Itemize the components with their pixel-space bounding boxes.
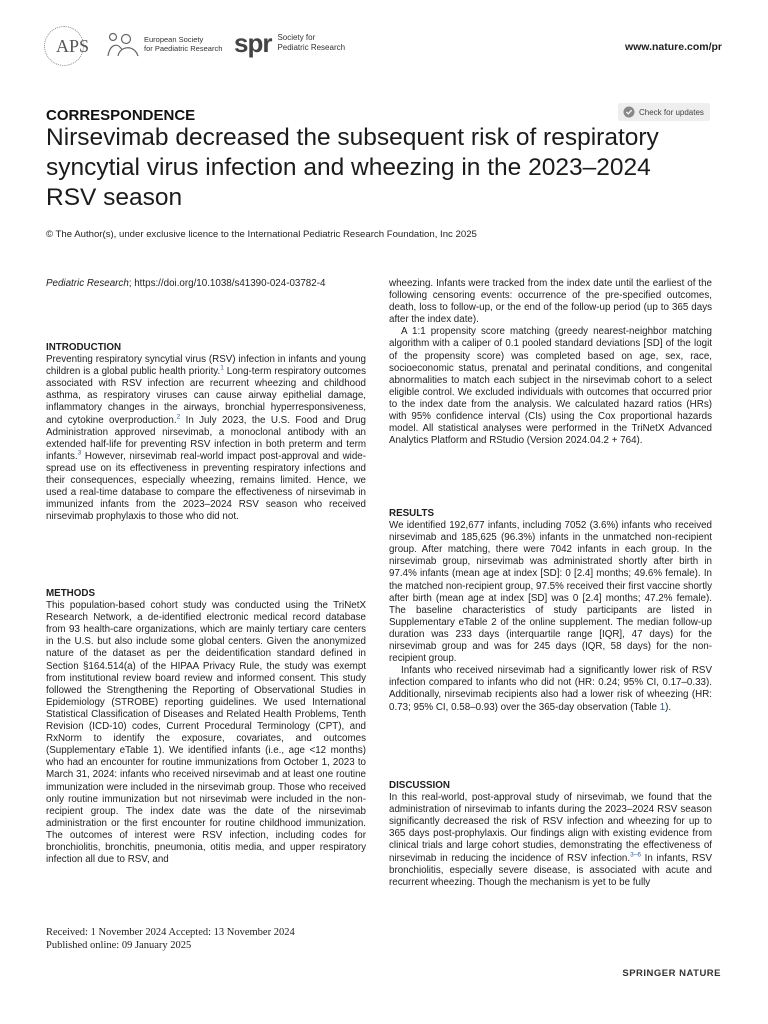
ref-3[interactable]: 3 bbox=[77, 449, 82, 457]
article-dates bbox=[46, 926, 295, 952]
discussion-heading: DISCUSSION bbox=[389, 780, 450, 791]
methods-paragraph: This population-based cohort study was conducted using the TriNetX Research Network, a de-identified electronic medical record database from 93 health-care organizations, which are mainly tertiary care centers in the U.S. but also include some global centers. Given the anonymized nature of the dataset as per the deidentification standard defined in Section §164.514(a) of the HIPAA Privacy Rule, the study was exempt from institutional review board review and informed consent. This study followed the Strengthening the Reporting of Observational Studies in Epidemiology (STROBE) reporting guidelines. We used International Statistical Classification of Diseases and Related Health Problems, Tenth Revision (ICD-10) codes, Current Procedural Terminology (CPT), and RxNorm to identify the exposure, covariates, and outcomes (Supplementary eTable 1). We identified infants (i.e., age <12 months) who had an encounter for routine immunizations from October 1, 2023 to March 31, 2024: infants who received nirsevimab and at least one routine immunization were included in the nirsevimab group. Those who received only routine immunization but not nirsevimab were included in the non-recipient group. The index date was the date of the nirsevimab administration or the first encounter for routine childhood immunization. The outcomes of interest were RSV infection, including codes for bronchiolitis, bronchitis, pneumonia, otitis media, and upper respiratory infection all due to RSV, and bbox=[46, 600, 366, 866]
ref-1[interactable]: 1 bbox=[220, 364, 224, 372]
citation-doi[interactable]: ; https://doi.org/10.1038/s41390-024-03782-4 bbox=[128, 278, 326, 289]
spr-logo-text bbox=[277, 33, 345, 53]
methods-continued-paragraph: wheezing. Infants were tracked from the index date until the earliest of the following censoring events: occurrence of the pre-specified outcomes, death, loss to follow-up, or the end of the follow-up period (up to 365 days after the index date). bbox=[389, 278, 712, 326]
spr-logo-mark: spr bbox=[234, 28, 272, 58]
aps-logo-text: APS bbox=[56, 36, 90, 56]
article-title: Nirsevimab decreased the subsequent risk of respiratory syncytial virus infection and wheezing in the 2023–2024 RSV season bbox=[46, 124, 659, 211]
intro-paragraph: Preventing respiratory syncytial virus (RSV) infection in infants and young children is a global public health priority.$^1$ Long-term respiratory outcomes associated with RSV infection are recurrent wheezing and childhood asthma, as respiratory viruses can cause airway epithelial damage, inflammatory changes in the airways, bronchial hyperresponsiveness, and cytokine overproduction.$^2$ In July 2023, the U.S. Food and Drug Administration approved nirsevimab, a monoclonal antibody with an extended half-life for preventing RSV infection in both preterm and term infants.$^3$ However, nirsevimab real-world impact post-approval and wide-spread use on its effectiveness in preventing respiratory infections and their consequences, especially wheezing, remains limited. Hence, we used a real-time database to compare the effectiveness of nirsevimab in immunized infants from the 2023–2024 RSV season who received nirsevimab prophylaxis to those who did not. bbox=[46, 354, 366, 523]
methods-matching-paragraph: A 1:1 propensity score matching (greedy nearest-neighbor matching algorithm with a caliper of 0.1 pooled standard deviations [SD] of the logit of the propensity score) was completed based on age, sex, race, socioeconomic status, prenatal and perinatal conditions, and congenital abnormalities to match each subject in the nirsevimab cohort to a select eligible control. We excluded individuals with outcomes that occurred prior to the index date from the analysis. We calculated hazard ratios (HRs) with 95% confidence interval (CIs) using the Cox proportional hazards model. All statistical analyses were performed in the TriNetX Advanced Analytics Platform and RStudio (Version 2024.04.2 + 764). bbox=[389, 326, 712, 447]
results-paragraph-2: Infants who received nirsevimab had a significantly lower risk of RSV infection compared to infants who did not (HR: 0.24; 95% CI, 0.17–0.33). Additionally, nirsevimab recipients also had a lower risk of wheezing (HR: 0.73; 95% CI, 0.58–0.93) over the 365-day observation (Table 1). bbox=[389, 665, 712, 713]
results-heading: RESULTS bbox=[389, 508, 434, 519]
espr-logo-text bbox=[144, 35, 222, 53]
column-right-discussion bbox=[389, 780, 712, 889]
ref-3-6[interactable]: 3–6 bbox=[630, 851, 641, 859]
received-accepted-date: Received: 1 November 2024 Accepted: 13 November 2024 bbox=[46, 927, 295, 938]
aps-logo bbox=[44, 26, 94, 66]
check-for-updates-button[interactable] bbox=[618, 103, 710, 121]
published-online-date: Published online: 09 January 2025 bbox=[46, 940, 192, 951]
results-paragraph: We identified 192,677 infants, including 7052 (3.6%) infants who received nirsevimab and 185,625 (96.3%) infants in the unmatched non-recipient group. After matching, there were 7042 infants in each group. In the nirsevimab group, nirsevimab was administrated shortly after birth in 97.4% infants (mean age at index [SD]: 0 [2.4] months; 49.6% female). In the matched non-recipient group, 97.5% received their first vaccine shortly after birth (mean age at index [SD] was 0 [2.4] months; 47.2% female). The baseline characteristics of study participants are listed in Supplementary eTable 2 of the online supplement. The median follow-up duration was 233 days (interquartile range [IQR], 47 days) for the nirsevimab group and was for 245 days (IQR, 58 days) for the non-recipient group. bbox=[389, 520, 712, 665]
check-updates-icon bbox=[623, 106, 635, 118]
espr-text-line2: for Paediatric Research bbox=[144, 44, 223, 53]
spr-text-line2: Pediatric Research bbox=[277, 43, 346, 52]
espr-logo bbox=[106, 30, 222, 58]
espr-figures-icon bbox=[106, 30, 142, 58]
spr-text-line1: Society for bbox=[277, 33, 316, 42]
column-right-results bbox=[389, 508, 712, 714]
citation-journal: Pediatric Research bbox=[46, 278, 129, 289]
spr-logo bbox=[234, 30, 345, 56]
espr-text-line1: European Society bbox=[144, 35, 204, 44]
ref-2[interactable]: 2 bbox=[176, 413, 181, 421]
citation-line bbox=[46, 278, 325, 289]
journal-url-link[interactable]: www.nature.com/pr bbox=[624, 41, 722, 53]
section-label: CORRESPONDENCE bbox=[46, 107, 196, 124]
column-left bbox=[46, 342, 366, 523]
discussion-paragraph: In this real-world, post-approval study of nirsevimab, we found that the administration of nirsevimab to infants during the 2023–2024 RSV season significantly decreased the risk of RSV infection and wheezing for up to 365 days post-prophylaxis. Our findings align with existing evidence from clinical trials and large cohort studies, demonstrating the effectiveness of nirsevimab in reducing the incidence of RSV infection.$^{3-6}$ In infants, RSV bronchiolitis, especially severe disease, is associated with acute and recurrent wheezing. Though the mechanism is yet to be fully bbox=[389, 792, 712, 888]
column-left-methods bbox=[46, 588, 366, 866]
table-1-link[interactable]: 1 bbox=[659, 701, 666, 713]
intro-heading: INTRODUCTION bbox=[46, 342, 122, 353]
column-right bbox=[389, 278, 712, 447]
methods-heading: METHODS bbox=[46, 588, 95, 599]
copyright-notice: © The Author(s), under exclusive licence to the International Pediatric Research Foundation, Inc 2025 bbox=[46, 229, 477, 240]
publisher-logo: SPRINGER NATURE bbox=[622, 968, 721, 979]
check-updates-label: Check for updates bbox=[639, 107, 704, 117]
